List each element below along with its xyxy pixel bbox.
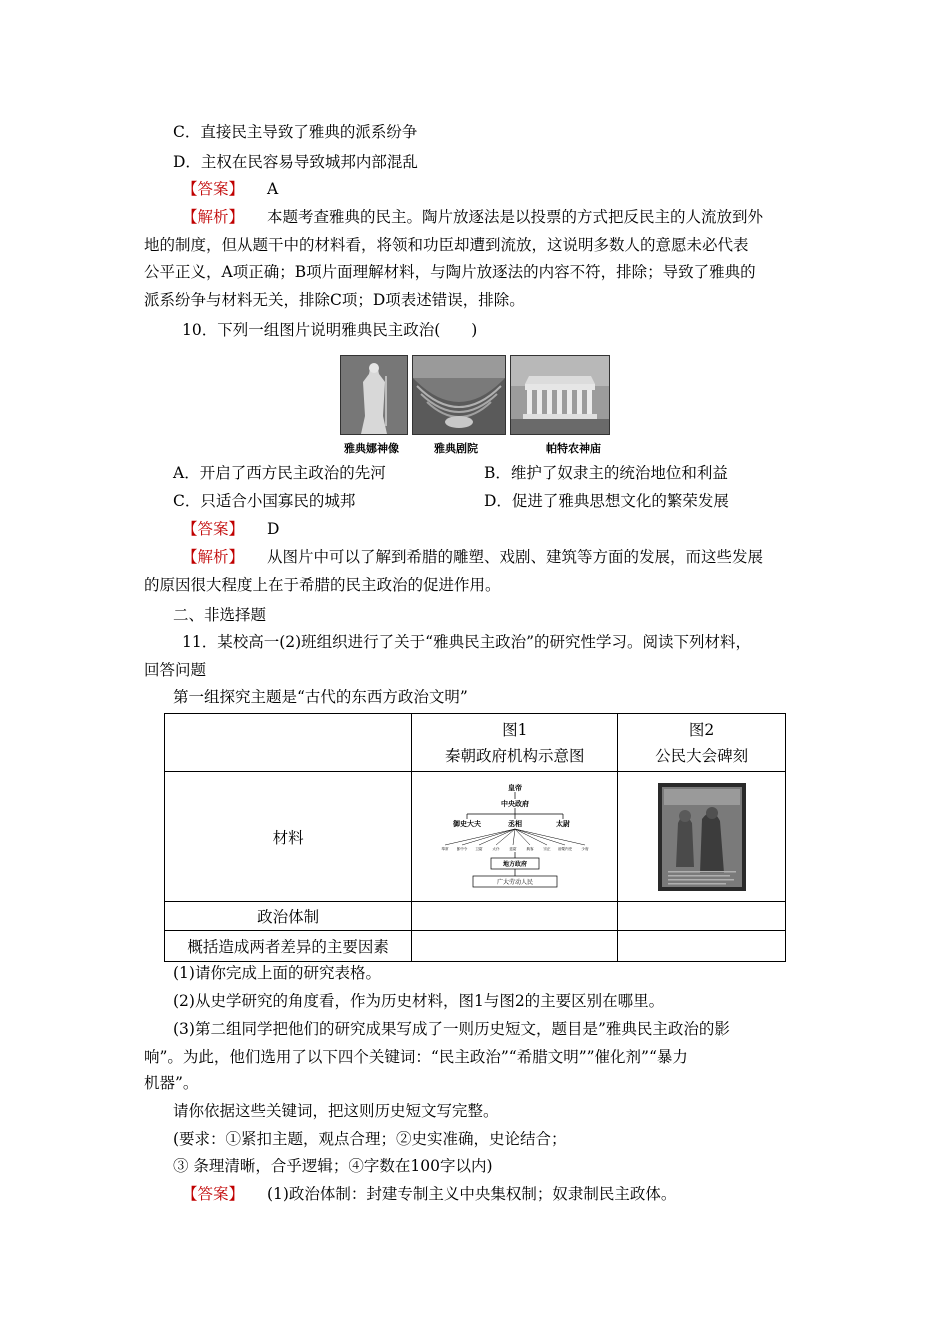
chart-minister: 廷尉 bbox=[509, 846, 517, 851]
answer-tag: 【答案】 bbox=[182, 1185, 245, 1203]
answer-value: D bbox=[266, 520, 280, 538]
chart-people: 广大劳动人民 bbox=[496, 878, 533, 886]
option-b: B．维护了奴隶主的统治地位和利益 bbox=[484, 464, 728, 482]
figure-1-title: 图1 bbox=[502, 720, 528, 739]
row-label-factor: 概括造成两者差异的主要因素 bbox=[165, 931, 412, 962]
sub-question-3-line2: 响”。为此，他们选用了以下四个关键词：“民主政治”“希腊文明””催化剂”“暴力 bbox=[144, 1048, 688, 1066]
requirement-line3: ③ 条理清晰，合乎逻辑；④字数在100字以内) bbox=[173, 1157, 493, 1175]
explanation-tag: 【解析】 bbox=[182, 208, 245, 226]
stele-photo-cell bbox=[618, 772, 786, 902]
answer-10 bbox=[182, 519, 279, 539]
figure-2-title: 图2 bbox=[688, 720, 715, 739]
research-table bbox=[164, 713, 786, 962]
assembly-stele-image bbox=[658, 783, 746, 891]
theater-image bbox=[413, 356, 505, 434]
chart-yushi: 御史大夫 bbox=[452, 818, 481, 828]
athena-statue-photo bbox=[340, 355, 408, 435]
answer-11 bbox=[182, 1184, 676, 1204]
photo-caption-2: 雅典剧院 bbox=[434, 442, 478, 455]
requirement-line2: (要求：①紧扣主题，观点合理；②史实准确，史论结合； bbox=[173, 1130, 567, 1148]
sub-question-3-line1: (3)第二组同学把他们的研究成果写成了一则历史短文，题目是”雅典民主政治的影 bbox=[173, 1020, 730, 1038]
qin-chart-cell bbox=[412, 772, 618, 902]
chart-minister: 太仆 bbox=[492, 846, 500, 851]
qin-government-chart bbox=[435, 781, 595, 893]
sub-question-3-line3: 机器”。 bbox=[144, 1074, 199, 1092]
theater-photo bbox=[412, 355, 506, 435]
parthenon-photo bbox=[510, 355, 610, 435]
table-row-material bbox=[165, 772, 786, 902]
explanation-9-line3: 公平正义，A项正确；B项片面理解材料，与陶片放逐法的内容不符，排除；导致了雅典的 bbox=[144, 263, 756, 281]
sub-question-2: (2)从史学研究的角度看，作为历史材料，图1与图2的主要区别在哪里。 bbox=[173, 992, 665, 1010]
option-c-10: C．只适合小国寡民的城邦 bbox=[173, 492, 356, 510]
figure-1-header bbox=[412, 714, 618, 772]
answer-tag: 【答案】 bbox=[182, 180, 245, 198]
question-11-line1: 11．某校高一(2)班组织进行了关于“雅典民主政治”的研究性学习。阅读下列材料， bbox=[182, 633, 752, 651]
chart-minister: 典客 bbox=[526, 846, 534, 851]
chart-chengxiang: 丞相 bbox=[507, 818, 522, 828]
option-a: A．开启了西方民主政治的先河 bbox=[173, 464, 386, 482]
table-row-factor bbox=[165, 931, 786, 962]
option-d: D．主权在民容易导致城邦内部混乱 bbox=[173, 153, 418, 171]
chart-emperor: 皇帝 bbox=[507, 782, 522, 792]
explanation-9-line4: 派系纷争与材料无关，排除C项；D项表述错误，排除。 bbox=[144, 291, 525, 309]
athena-statue-image bbox=[341, 356, 407, 434]
explanation-9-line2: 地的制度，但从题干中的材料看，将领和功臣却遭到流放，这说明多数人的意愿未必代表 bbox=[144, 236, 749, 254]
chart-taiwei: 太尉 bbox=[555, 818, 570, 828]
chart-minister: 郎中令 bbox=[456, 846, 468, 851]
option-d-10: D．促进了雅典思想文化的繁荣发展 bbox=[484, 492, 729, 510]
system-answer-cell-1[interactable] bbox=[412, 902, 618, 931]
figure-2-caption: 公民大会碑刻 bbox=[655, 746, 749, 765]
answer-tag: 【答案】 bbox=[182, 520, 245, 538]
row-label-material: 材料 bbox=[165, 772, 412, 902]
chart-minister: 宗正 bbox=[543, 846, 551, 851]
photo-caption-3: 帕特农神庙 bbox=[546, 442, 601, 455]
explanation-text: 从图片中可以了解到希腊的雕塑、戏剧、建筑等方面的发展，而这些发展 bbox=[266, 548, 763, 566]
figure-1-caption: 秦朝政府机构示意图 bbox=[445, 746, 585, 765]
answer-value: A bbox=[266, 180, 279, 198]
section-heading: 二、非选择题 bbox=[173, 606, 267, 624]
question-10: 10．下列一组图片说明雅典民主政治( ) bbox=[182, 321, 478, 339]
factor-answer-cell-2[interactable] bbox=[618, 931, 786, 962]
table-corner-cell bbox=[165, 714, 412, 772]
table-header-row bbox=[165, 714, 786, 772]
table-row-system bbox=[165, 902, 786, 931]
answer-9 bbox=[182, 179, 278, 199]
question-11-line2: 回答问题 bbox=[144, 661, 207, 679]
requirement-line1: 请你依据这些关键词，把这则历史短文写完整。 bbox=[173, 1102, 499, 1120]
chart-local-government: 地方政府 bbox=[502, 860, 527, 868]
figure-2-header bbox=[618, 714, 786, 772]
explanation-text: 本题考查雅典的民主。陶片放逐法是以投票的方式把反民主的人流放到外 bbox=[266, 208, 763, 226]
row-label-system: 政治体制 bbox=[165, 902, 412, 931]
photo-caption-1: 雅典娜神像 bbox=[344, 442, 399, 455]
chart-minister: 治粟内史 bbox=[557, 846, 572, 851]
answer-value: (1)政治体制：封建专制主义中央集权制；奴隶制民主政体。 bbox=[266, 1185, 677, 1203]
explanation-tag: 【解析】 bbox=[182, 548, 245, 566]
parthenon-image bbox=[511, 356, 609, 434]
group-topic: 第一组探究主题是“古代的东西方政治文明” bbox=[173, 688, 468, 706]
chart-minister: 奉常 bbox=[441, 846, 449, 851]
chart-minister: 卫尉 bbox=[475, 846, 483, 851]
photo-group bbox=[340, 355, 608, 455]
option-c: C．直接民主导致了雅典的派系纷争 bbox=[173, 123, 418, 141]
explanation-9-line1 bbox=[182, 207, 763, 227]
chart-central-government: 中央政府 bbox=[500, 798, 529, 808]
factor-answer-cell-1[interactable] bbox=[412, 931, 618, 962]
explanation-10-line2: 的原因很大程度上在于希腊的民主政治的促进作用。 bbox=[144, 576, 501, 594]
system-answer-cell-2[interactable] bbox=[618, 902, 786, 931]
explanation-10-line1 bbox=[182, 547, 763, 567]
sub-question-1: (1)请你完成上面的研究表格。 bbox=[173, 964, 381, 982]
chart-minister: 少府 bbox=[581, 846, 589, 851]
